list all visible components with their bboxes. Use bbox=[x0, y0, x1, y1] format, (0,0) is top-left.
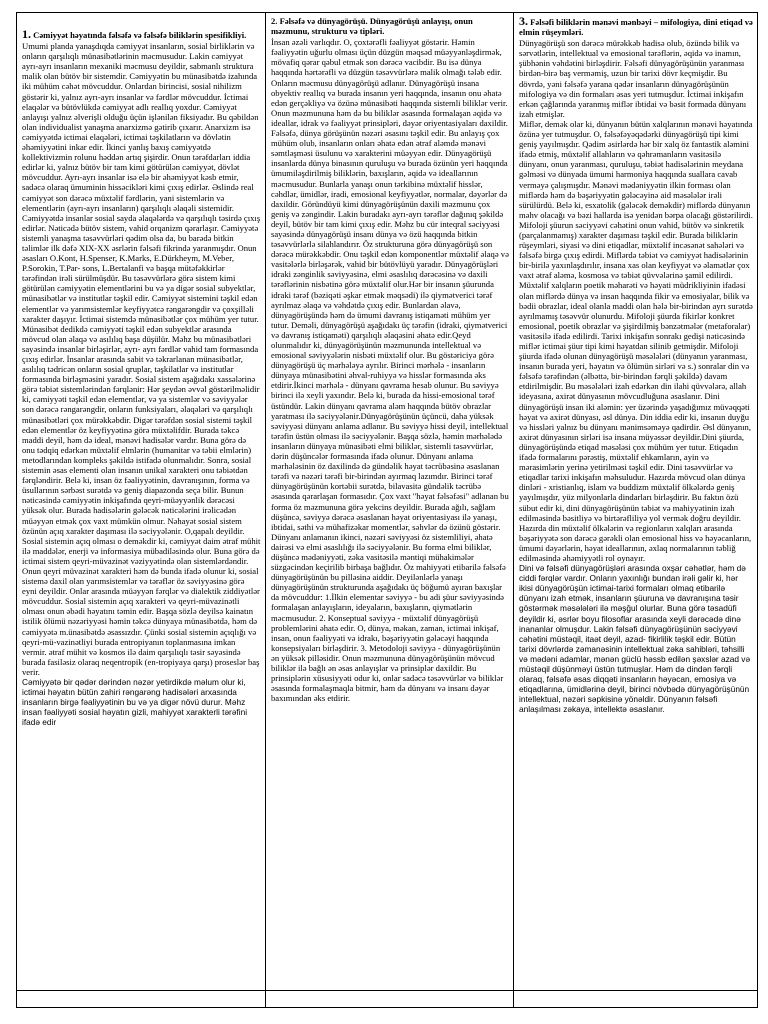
column-2-heading-text: Fəlsəfə və dünyagörüşü. Dünyagörüşü anlayışı, onun məzmunu, strukturu və tipləri. bbox=[271, 16, 473, 37]
column-3-heading bbox=[519, 16, 753, 37]
column-3-body: Dünyagörüşü son dərəcə mürəkkəb hadisə olub, özündə bilik və sərvətlərin, intellektual və emosional tərəflərin, əqidə və inamın, şübhənin vəhdətini birləşdirir. Fəlsəfi dünyagörüşünün yaranması birdən-birə baş verməmiş, uzun bir tarixi dövr keçmişdir. Bu dövrdə, yəni fəlsəfə yarana qədər insanların dünyagörüşünün mifologiya və din formaları əsas yeri tutmuşdur. İctimai inkişafın erkən çağlarında yaranmış miflər ibtidai və bəsit formada dünyanı izah etmişlər. Miflər, demək olar ki, dünyanın bütün xalqlarının mənəvi həyatında özünə yer tutmuşdur. O, fəlsəfəyəqədərki dünyagörüşü tipi kimi geniş yayılmışdır. Qədim əsirlərdə hər bir xalq öz fantastik aləmini ifadə etmiş, müxtəlif allahların və qəhrəmanların vasitəsilə dünyanı, onun yaranması, quruluşu, təbiət hadisələrinin meydana gəlməsi və dünyada ümumi harmoniya haqqında suallara cavab verməyə çalışmışdır. Mənəvi mədəniyyətin ilkin forması olan miflərdə həm də bəşəriyyətin gələcəyinə aid məsələlər irəli sürülürdü. Belə ki, esxatolik (gələcək deməkdir) miflərdə dünyanın məhv olacağı və bəzi hallarda isə yenidən bərpa olacağı göstərilirdi. Mifoloji şüurun səciyyəvi cəhətini onun vahid, bütöv və sinkretik (parçalanmamış) xarakter daşıması təşkil edir. Burada biliklərin rüşeymləri, siyasi və dini etiqadlar, müxtəlif incəsənət sahələri və fəlsəfə birgə çıxış edirdi. Miflərdə təbiət və cəmiyyət hadisələrinin bir-birilə yaxınlaşdırılır, insana xas olan keyfiyyət və əlamətlər çox vaxt ətraf aləmə, kosmosa və təbiət qüvvələrinə şamil edilirdi. Müxtəlif xalqların poetik məharəti və həyati müdrikliyinin ifadəsi olan miflərdə dünya və insan haqqında fikir və emosiyalar, bilik və bədii obrazlar, ideal olanla maddi olan hələ bir-birindən ayrı surətdə ayrılmamış təsəvvür olunurdu. Mifoloji şüurda fikirlər konkret emosional, poetik obrazlar və şişirdilmiş bənzətmələr (metaforalar) vasitəsilə ifadə edilirdi. Tarixi inkişafın sonrakı gedişi nəticəsində miflər ictimai şüur tipi kimi həyatdan silinib getmişdir. Mifoloji şüurda ifadə olunan dünyagörüşü məsələləri (dünyanın yaranması, insanın burada yeri, həyatın və ölümün sirləri və s.) sonralar din və fəlsəfə tərəfindən (əlbəttə, bir-birindən fərqli şəkildə) davam etdirilmişdir. Bu məsələləri izah edərkən din ilahi qüvvələrə, allah ideyasına, axirət dünyasının mövcudluğuna əsaslanır. Dini dünyagörüşü insan iki aləmin: yer üzərində yaşadığımız müvəqqəti həyat və axirət dünyası, əsl dünya. Din iddia edir ki, insanın duyğu və hissləri yalnız bu dünyanı mənimsəməyə qadirdir. Əsl dünyanın, axirət dünyasının sirləri isə insana müyəssər deyildir.Dini şüurda, dünyagörüşündə etiqad məsələsi çox mühüm yer tutur. Etiqadın ifadə formalarını pərəstiş, müxtəlif ehkamların, ayin və mərasimlərin yerinə yetirilməsi təşkil edir. Dini təsəvvürlər və etiqadlar tarixi inkişafın məhsuludur. Hazırda mövcud olan dünya dinləri - xristianlıq, islam və buddizm müxtəlif ölkələrdə geniş yayılmışdır, yüz milyonlarla dindarları birləşdirir. Bu faktın özü sübut edir ki, dini dünyagörüşünün təbiət və mahiyyətinin izah edilməsində bəsitliyə və birtərəfliliyə yol vermək doğru deyildir. Hazırda din müxtəlif ölkələrin və regionların xalqları arasında bəşəriyyətə son dərəcə gərəkli olan emosional hiss və həyəcanların, ümumi dəyərlərin, həyat ideallarının, əxlaq normalarının təbliğ edilməsində əhəmiyyətli rol oynayır. bbox=[519, 38, 753, 563]
document-sheet bbox=[16, 12, 758, 1008]
column-1 bbox=[17, 13, 265, 993]
column-1-body: Umumi planda yanaşdıqda cəmiyyət insanların, sosial birliklərin və onların qarşılıqlı münasibətlərinin məcmusudur. Lakin cəmiyyət ayrı-ayrı insanların mexaniki məcmusu deyildir, sabmanlı struktura malik olan bütöv bir sistemdir. Cəmiyyətin bu münasibətdə izahında iki mühüm cəhət mövcuddur. Onlardan birincisi, sosial nihilizm göstərir ki, yalnız ayrı-ayrı insanlar və fərdlər mövcuddur. İctimai elaqələr və bütövlükdə cəmiyyət adlı reallıq yoxdur. Cəmiyyət anlayışı yalnız əlverişli olduğu üçün işlənilən fiksiyadır. Bu qəbildən olan individualist yanaşma anarxizmə gətirib çıxarır. Anarxizm isə cəmiyyətdə ictimai elaqələri, ictimai təşkilatların və dövlətin əhəmiyyətini inkar edir. İkinci yanlış baxış cəmiyyətdə kollektivizmin rolunu həddən artıq şişirdir. Onun tərəfdarları iddia edirlər ki, yalnız bütöv bir tam kimi götürülən cəmiyyət, dövlət mövcuddur. Ayrı-ayrı insanlar isə elə bir əhəmiyyət kəsb etmir, sadəcə olaraq ümuminin hissəcikləri kimi çıxış edirlər. Əslində real cəmiyyət son dərəcə müxtəlif fərdlərin, yani sistemlərin və elementlərin (ayrı-ayrı insanların) qarşılıqlı əlaqəli sistemidir. Cəmiyyətdə insanlar sosial sayda əlaqələrdə və qarşılıqlı təsirdə çıxış edirlər. Nəticədə bütöv sistem, vahid orqanizm qərarlaşır. Cəmiyyətə sistemli yanaşma təsəvvürləri qədim olsa da, bu barədə bitkin təlimlər ilk dəfə XIX-XX əsrlərin fəlsəfi fikrində yaranmışdır. Onun əsasları O.Kont, H.Spenser, K.Marks, E.Dürkheym, M.Veber, P.Sorokin, T.Par- sons, L.Bertalanfi və başqa mütəfəkkirlər tərəfindən irəli sürülmüşdür. Bu təsəvvürlərə görə sistem kimi götürülən cəmiyyətin elementlərini bu və ya digər sosial subyektlər, münasibətlər və institutlar təşkil edir. Cəmiyyət sistemini təşkil edən elementlər və yarımsistemlər keyfiyyətcə rəngarəngdir və çoxşilləli xarakter daşıyır. İctimai sistemdə münasibətlər çox mühüm yer tutur. Münasibət dedikdə cəmiyyəti təşkil edən subyektlər arasında mövcud olan əlaqə və asılılıq başa düşülür. Məhz bu münasibətləri sayəsində insanlar birləşirlər, ayrı- ayrı fərdlər vahid tam formasında çıxış edirlər. İnsanlar arasında sabit və təkrarlanan münasibətlər, asılılıq tədricən onların sosial qruplar, təşkilatlar və institutlar formasında birləşməsini yaradır. Sosial sistem aşağıdakı xassələrinə görə təbiət sistemlərindən fərqlənir: Hər şeydən əvvəl göstərilməlidir ki, cəmiyyəti təşkil edən elementlər, və ya sistemlər və səviyyələr son dərəcə rəngarəngdir, onların funksiyaları, əlaqələri və qarşılıqlı münasibətləri çox mürəkkəbdir. Digər tərəfdən sosial sistemi təşkil edən elementlər öz keyfiyyətinə görə müxtəlifdir. Burada təkcə maddi deyil, həm də ideal, mənəvi hadisələr vardır. Buna görə də onu tədqiq edərkən müxtəlif elmlərin (humanitar və təbii elmlərin) metodlarından kompleks şəkildə istifadə olunmalıdır. Sonra, sosial sistemin əsas elementi olan insanın unikal xarakteri onu təbiətdən fərqləndirir. Belə ki, insan öz fəaliyyətinin, davranışının, forma və üsullarının sərbəst surətdə və geniş diapazonda seçə bilir. Bunun nəticəsində cəmiyyətin inkişafında qeyri-müəyyənlik dərəcəsi yüksək olur. Burada hadisələrin gələcək nəticələrini irəlicədən müəyyən etmək çox vaxt mümkün olmur. Nəhayət sosial sistem özünün açıq xarakter daşıması ilə səciyyələnir. O,qapalı deyildir. Sosial sistemin açıq olması o deməkdir ki, cəmiyyət daim ətraf mühit ilə maddələr, enerji və informasiya mübadiləsində olur. Buna görə də ictimai sistem qeyri-müvazinət vəziyyətində olan sistemlərdəndir. Onun qeyri müvazinət xarakteri həm də bunda ifadə olunur ki, sosial sistemə daxil olan yarımsistemlər və tərəflər öz səviyyəsinə görə eyni deyildir. Onlar arasında müəyyən fərqlər və dialektik ziddiyətlər mövcuddur. Sosial sistemin açıq xarakteri və qeyri-müvazinətli olması onun əbədi həyatını təmin edir. Başqa sözlə deyilsə kainatın istilik ölümü nəzəriyyəsi həmin təkcə dünyaya münasibətdə, həm də cəmiyyətə m.ünasibətdə əsassızdır. Çünki sosial sistemin açıqlığı və qeyri-mü-vazinətliyi burada entropiyanın toplanmasına imkan vermir. ətraf mühit və kosmos ilə daim qarşılıqlı təsir səyəsində burada fasiləsiz olaraq neqentropik (en-tropiyaya qarşı) proseslər baş verir. bbox=[22, 41, 263, 677]
bottom-row-divider bbox=[265, 991, 266, 1007]
column-1-tail: Cəmiyyətə bir qədər dərindən nəzər yetirdikdə məlum olur ki, ictimai həyatın bütün zahiri rəngarəng hadisələri arxasında insanların birgə fəaliyyətinin bu və ya digər növü durur. Məhz insan fəaliyyəti sosial həyatın gizli, mahiyyət xarakterli tərəfini ifadə edir bbox=[22, 677, 250, 728]
column-2 bbox=[265, 13, 513, 993]
column-1-heading-number: 1. bbox=[22, 27, 31, 41]
column-1-heading-text: Cəmiyyət həyatında fəlsəfə və fəlsəfə biliklərin spesifikliyi. bbox=[33, 30, 247, 40]
column-2-heading bbox=[271, 16, 509, 36]
column-2-body: İnsan əzəli varlıqdır. O, çoxtərəfli fəaliyyət göstərir. Həmin fəaliyyətin uğurlu olması üçün düzgün məqsəd müəyyənləşdirmək, mövafiq qərar qəbul etmək son dərəcə vacibdir. Bu isə dünya haqqında hərtərəfli və düzgün təsəvvürlərə malik olmağı tələb edir. Onların məcmusu dünyagörüşü adlanır. Dünyagörüşü insana obyektiv reallıq və burada insanın yeri haqqında, insanın onu əhatə edən gerçəkliyə və özünə münasibəti haqqında sistemli biliklər verir. Onun məzmununa həm də bu biliklər əsasında formalaşan əqidə və ideallar, idrak və fəaliyyət prinsipləri, dəyər oriyentasiyaları daxildir. Fəlsəfə, dünya görüşünün nəzəri əsasını təşkil edir. Bu anlayış çox mühüm olub, insanların onları əhatə edən ətraf aləmdə mənəvi səmtləşməsi üsulunu və xarakterini müəyyən edir. Dünyagörüşü insanlarda dünya binasının quruluşu və burada özünün yeri haqqında ümumiləşdirilmiş biliklərin, baxışların, əqidə və ideallarının məcmusudur. Bunlarla yanaşı onun tərkibinə müxtəlif hisslər, cəhdlər, ümidlər, iradi, emosional keyfiyyətlər, normalar, dəyərlər də daxildir. Göründüyü kimi dünyagörüşünün daxili məzmunu çox geniş və zəngindir. Lakin buradakı ayrı-ayrı tərəflər dağınıq şəkildə deyil, bütöv bir tam kimi çıxış edir. Məhz bu cür inteqral səciyyəsi sayəsində dünyagörüşü insanı dünya və özü haqqında bitkin təsəvvürlərlə silahlandırır. Öz strukturuna görə dünyagörüşü son dərəcə mürəkkəbdir. Onu təşkil edən komponentlər müxtəlif əlaqə və vasitələrlə birləşərək, vahid bir bütövlüyü yaradır. Dünyagörüşləri idraki zənginlik səviyyəsinə, elmi əsaslılıq dərəcəsinə və daxili tərəflərinin nisbətinə görə müxtəlif olur.Hər bir insanın şüurunda idraki tərəf (bəziqəti əşkar etmək məqsədi) ilə qiymətverici tərəf ayrılmaz əlaqə və vəhdətdə çıxış edir. Bunlardan əlavə, dünyagörüşündə həm də ümumi davranış istiqaməti mühüm yer tutur. Deməli, dünyagörüşü aşağıdakı üç tərəfin (idraki, qiymətverici və davranış istiqaməti) qarşılıqlı əlaqəsini əhatə edir.Qeyd olunmalıdır ki, dünyagörüşünün məzmununda intellektual və emosional səviyyələrin nisbəti müxtəlif olur. Bu göstəriciyə görə dünyagörüşü üç mərhələyə ayrılır. Birinci mərhələ - insanların dünyaya münasibətini əhval-ruhiyyə və hisslər formasında əks etdirir.İkinci mərhələ - dünyanı qavrama hesab olunur. Bu səviyyə birinci ilə xeyli yaxındır. Belə ki, burada da hissi-emosional tərəf üstündür. Lakin dünyanı qavrama aləm haqqında bütöv obrazlar yaratması ilə səciyyələnir.Dünyagörüşünün üçüncü, daha yüksək səviyyəsi dünyanı anlama adlanır. Bu səviyyə hissi deyil, intellektual tərəfin üstün olması ilə səciyyələnir. Başqa sözlə, həmin mərhələdə insanların dünyaya münasibəti elmi biliklər, sistemli təsəvvürlər, dərin düşüncələr formasında ifadə olunur. Dünyanı anlama mərhələsinin öz daxilində də gündəlik həyat təcrübəsinə əsaslanan tərəfi və nəzəri tərəfi bir-birindən ayırmaq lazımdır. Birinci tərəf dünyagörüşünün kortəbii surətdə, bilavasitə gündəlik təcrübə əsasında qərarlaşan formasıdır. Çox vaxt "həyat fəlsəfəsi" adlanan bu forma öz məzmununa görə yekcins deyildir. Burada ağılı, sağlam düşüncə, səviyyə dərəcə əsaslanan həyat oriyentasiyası ilə yanaşı, ibtidai, səthi və mühafizəkar momentlər, səhvlər də özünü göstərir. Dünyanı anlamanın ikinci, nəzəri səviyyəsi öz sistemliliyi, əhatə dairəsi və elmi əsaslılığı ilə səciyyələnir. Bu forma elmi biliklər, düşüncə mədəniyyəti, zəka vasitəsilə məntiqi mühakimələr süzgəcindən keçirilib birbaşa bağlıdır. Öz mahiyyəti etibarilə fəlsəfə dünyagörüşünün bu pilləsinə aiddir. Deyilənlərlə yanaşı dünyagörüşünün strukturunda aşağıdakı üç böğumü ayıran baxışlar da mövcuddur: 1.İlkin elementar səviyyə - bu adi şüur səviyyəsində formalaşan anlayışların, ideyaların, baxışların, qiymətlərin məcmusudur. 2. Konseptual səviyyə - müxtəlif dünyagörüşü problemlərini əhatə edir. O, dünya, məkan, zaman, ictimai inkişaf, insan, onun fəaliyyəti və idrakı, bəşəriyyətin gələcəyi haqqında konsepsiyaları birləşdirir. 3. Metodoloji səviyyə - dünyagörüşünün ən yüksək pilləsidir. Onun məzmununa dünyagörüşünün mövcud biliklər ilə bağlı ən əsas anlayışlar və prinsiplər daxildir. Bu prinsiplərin xüsusiyyəti odur ki, onlar sadəcə təsəvvürlər və biliklər əsasında formalaşmaqla bitmir, həm də dünyanı və insanı dəyər baxımından əks etdirir. bbox=[271, 37, 512, 704]
column-3 bbox=[513, 13, 757, 993]
column-1-heading bbox=[22, 29, 261, 40]
column-3-heading-number: 3. bbox=[519, 14, 528, 28]
empty-bottom-row bbox=[17, 990, 757, 1007]
column-3-tail: Dini və fəlsəfi dünyagörüşləri arasında oxşar cəhətlər, həm də ciddi fərqlər vardır. Onların yaxınlığı bundan irəli gəlir ki, hər ikisi dünyagörüşün ictimai-tarixi formaları olmaq etibarilə dünyanı izah etmək, insanların şüuruna və davranışına təsir göstərmək məsələləri ilə məşğul olurlar. Buna görə təsadüfi deyildir ki, əsrlər boyu filosoflar arasında xeyli dərəcədə dinə inananlar olmuşdur. Lakin fəlsəfi dünyagörüşünün səciyyəvi cəhətini müstəqil, itaət deyil, azad- fikirlilik təşkil edir. Bütün tarixi dövrlərdə zəmanəsinin intellektual zəka sahibləri, təhsilli və mədəni adamlar, mənən güclü həssb edilən şəxslər azad və müstəqil düşünməyi üstün tutmuşlar. Həm də dindən fərqli olaraq, fəlsəfə əsas diqqəti insanların həyəcan, emosiya və etiqadlarına, ümidlərinə deyil, birinci növbədə dünyagörüşünün intellektual, nəzəri səpkisinə yönəldir. Dünyanın fəlsəfi anlaşılması zəkaya, intellektə əsaslanır. bbox=[519, 563, 753, 715]
bottom-row-divider bbox=[513, 991, 514, 1007]
column-3-heading-text: Fəlsəfi biliklərin mənəvi mənbəyi – mifologiya, dini etiqad və elmin rüşeymləri. bbox=[519, 17, 753, 38]
column-2-heading-number: 2. bbox=[271, 16, 278, 26]
